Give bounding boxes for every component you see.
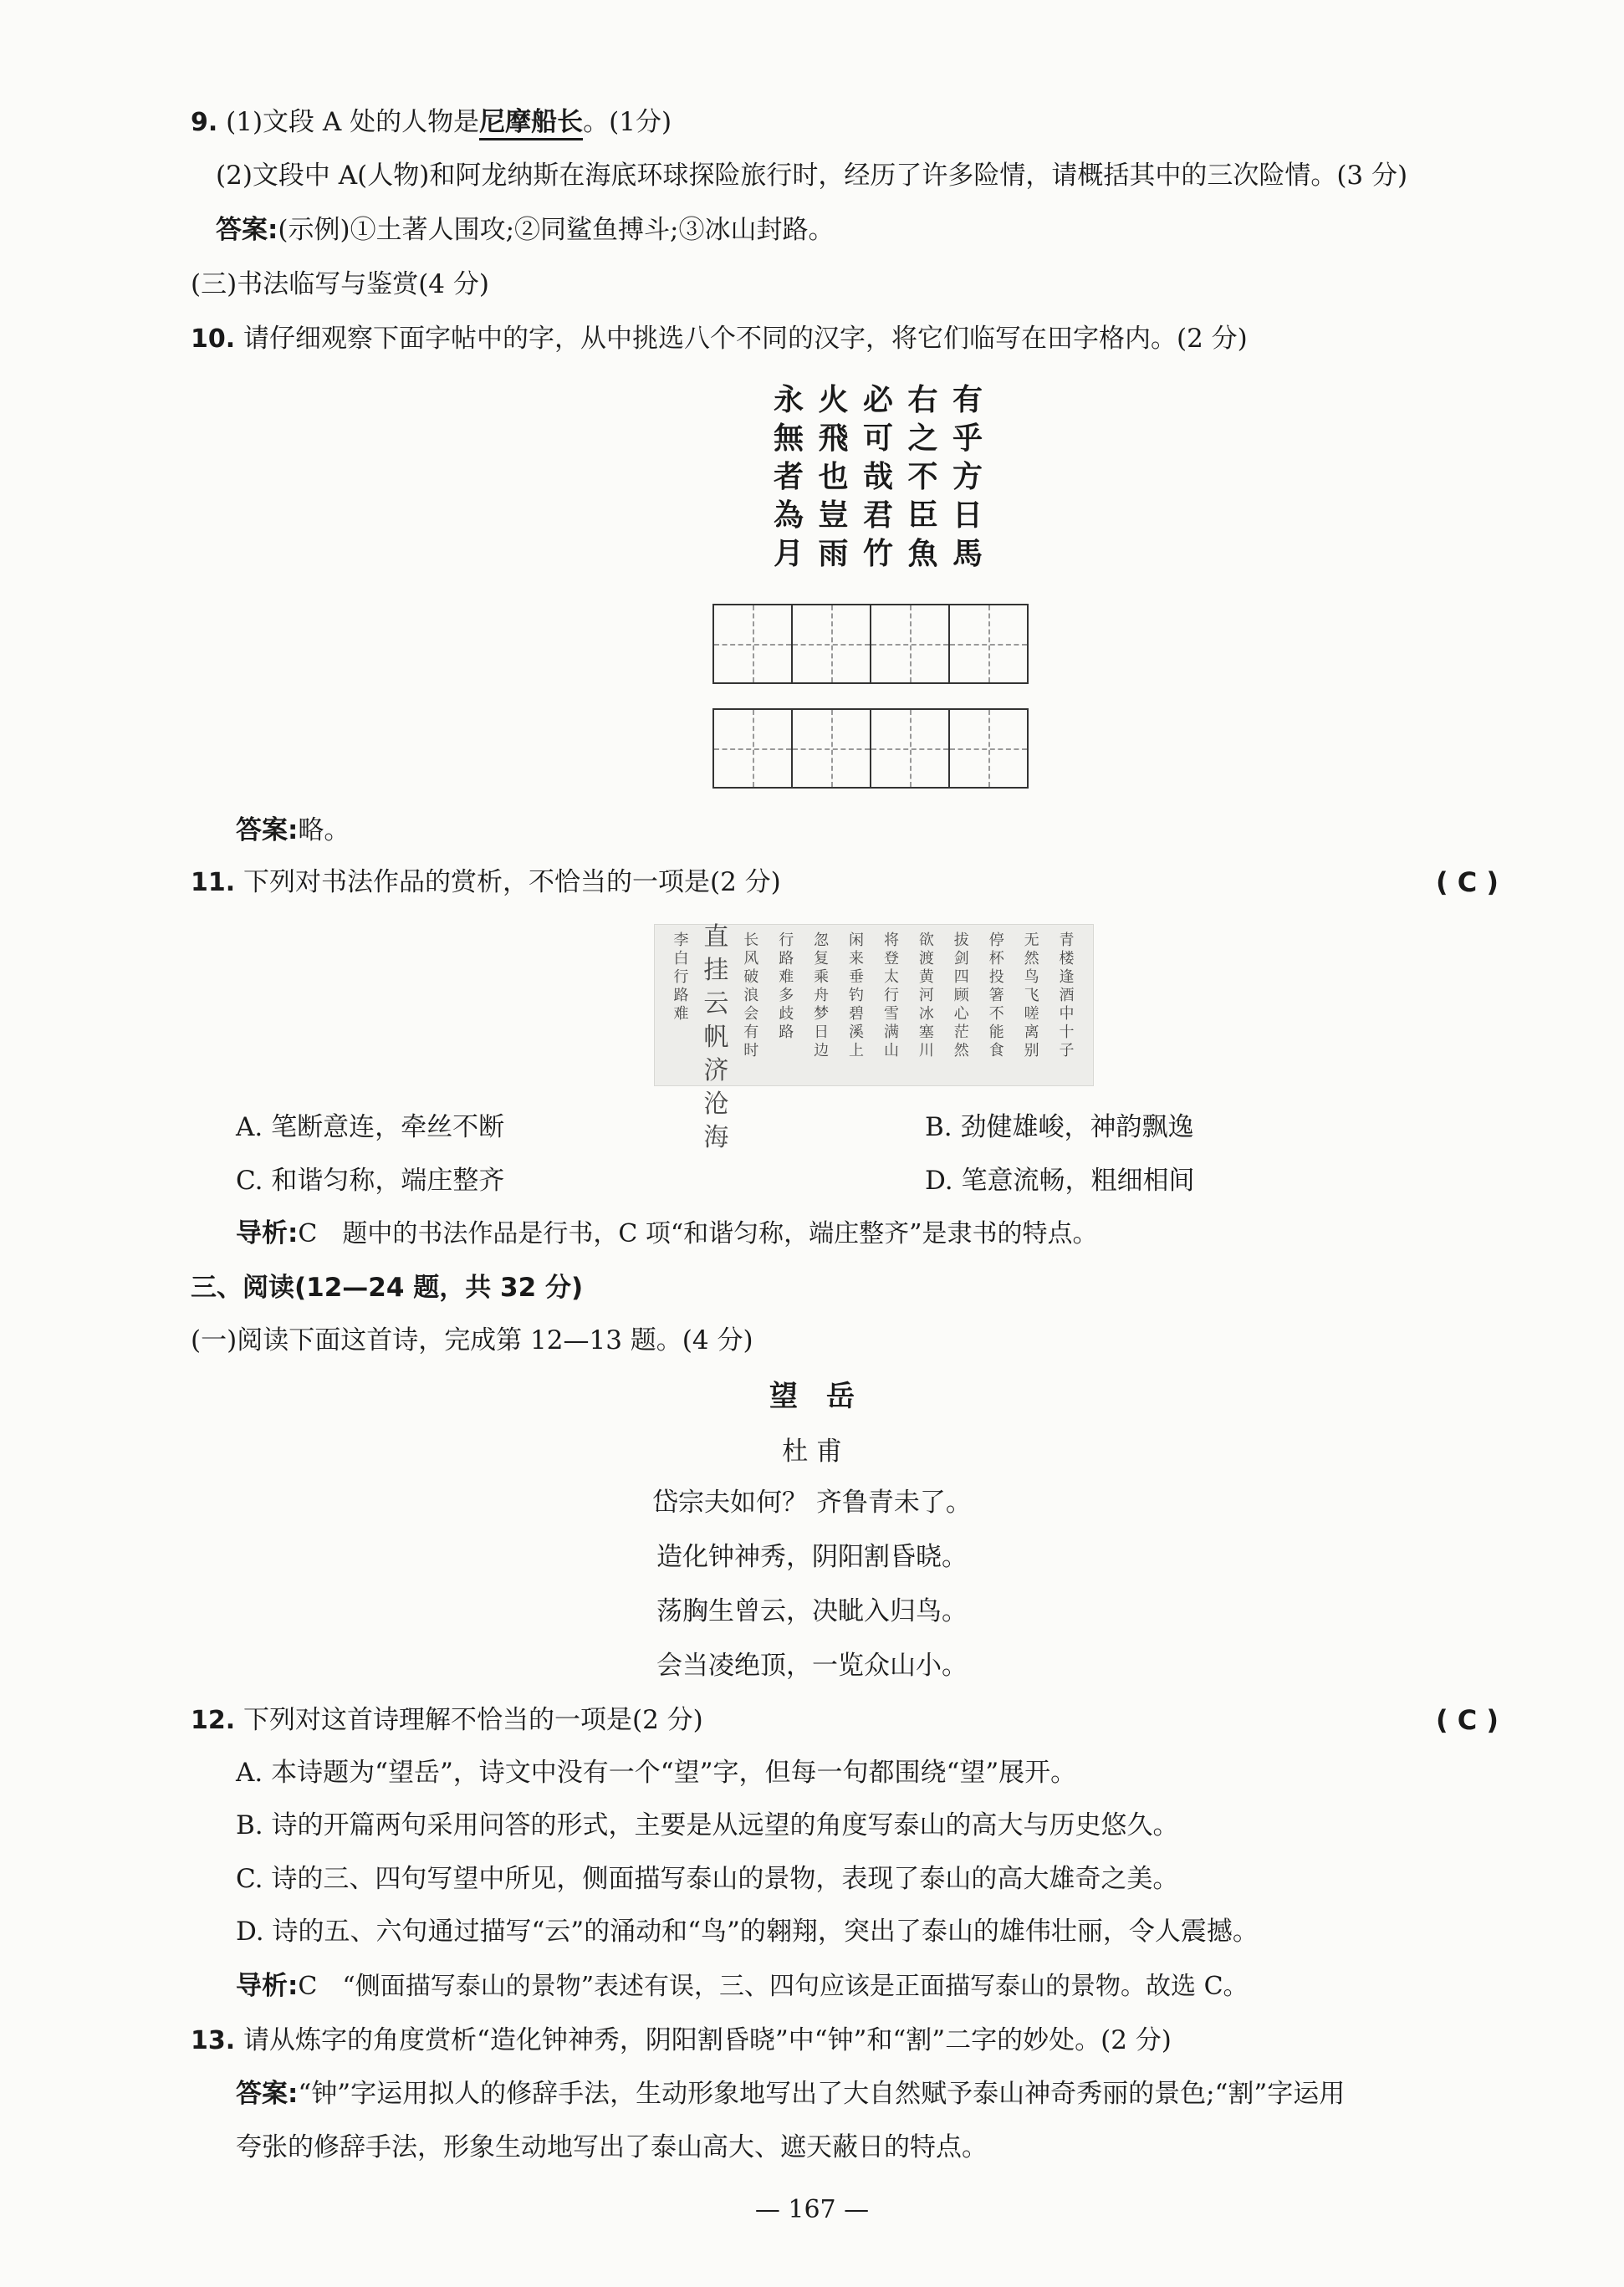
calligraphy-glyph: 挂 <box>703 956 729 985</box>
calligraphy-glyph: 钓 <box>849 987 865 1004</box>
q11-guide <box>236 1217 1098 1251</box>
calligraphy-glyph: 能 <box>988 1024 1004 1041</box>
calligraphy-glyph: 食 <box>988 1042 1004 1059</box>
copybook-row <box>774 534 983 573</box>
q11-option-c: C. 和谐匀称，端庄整齐 <box>236 1166 505 1196</box>
calligraphy-glyph: 路 <box>779 950 794 967</box>
copybook-char: 無 <box>774 421 804 456</box>
poem-line: 造化钟神秀，阴阳割昏晓。 <box>656 1542 968 1572</box>
calligraphy-glyph: 乘 <box>814 968 830 986</box>
copybook-char: 右 <box>907 382 938 417</box>
poem-line: 会当凌绝顶，一览众山小。 <box>656 1651 968 1681</box>
tianzige-cell[interactable] <box>714 710 793 787</box>
calligraphy-glyph: 帆 <box>703 1023 729 1052</box>
copybook-char: 雨 <box>818 536 849 571</box>
copybook-row <box>774 496 983 534</box>
calligraphy-glyph: 投 <box>988 968 1004 986</box>
calligraphy-glyph: 有 <box>743 1024 759 1041</box>
calligraphy-glyph: 破 <box>743 968 759 986</box>
calligraphy-glyph: 难 <box>673 1005 689 1023</box>
calligraphy-glyph: 李 <box>673 932 689 949</box>
copybook-row <box>774 457 983 496</box>
calligraphy-glyph: 白 <box>673 950 689 967</box>
calligraphy-glyph: 然 <box>953 1042 969 1059</box>
copybook-char: 不 <box>907 459 938 494</box>
q11-option-d: D. 笔意流畅，粗细相间 <box>925 1166 1195 1196</box>
q12-question <box>191 1703 703 1738</box>
calligraphy-glyph: 别 <box>1024 1042 1039 1059</box>
q11-option-a: A. 笔断意连，牵丝不断 <box>236 1112 505 1142</box>
q13-question <box>191 2024 1172 2058</box>
q10-answer-label: 答案: <box>236 815 299 845</box>
calligraphy-glyph: 拔 <box>953 932 969 949</box>
calligraphy-glyph: 满 <box>883 1024 899 1041</box>
calligraphy-glyph: 歧 <box>779 1005 794 1023</box>
calligraphy-glyph: 杯 <box>988 950 1004 967</box>
section-calligraphy: (三)书法临写与鉴赏(4 分) <box>191 269 489 299</box>
calligraphy-glyph: 太 <box>883 968 899 986</box>
copybook-char: 臣 <box>907 498 938 533</box>
poem-title: 望 岳 <box>769 1380 855 1413</box>
q12-guide-text: C “侧面描写泰山的景物”表述有误，三、四句应该是正面描写泰山的景物。故选 C。 <box>298 1972 1249 2001</box>
calligraphy-glyph: 剑 <box>953 950 969 967</box>
q9-answer <box>216 213 834 247</box>
calligraphy-glyph: 时 <box>743 1042 759 1059</box>
calligraphy-glyph: 离 <box>1024 1024 1039 1041</box>
calligraphy-glyph: 上 <box>849 1042 865 1059</box>
q13-answer-label: 答案: <box>236 2079 299 2109</box>
copybook-char: 飛 <box>818 421 849 456</box>
q12-option-a: A. 本诗题为“望岳”，诗文中没有一个“望”字，但每一句都围绕“望”展开。 <box>236 1758 1077 1788</box>
calligraphy-glyph: 箸 <box>988 987 1004 1004</box>
copybook-char: 永 <box>774 382 804 417</box>
copybook-row <box>774 419 983 457</box>
copybook-char: 者 <box>774 459 804 494</box>
calligraphy-glyph: 沧 <box>703 1090 729 1119</box>
q9-part2: (2)文段中 A(人物)和阿龙纳斯在海底环球探险旅行时，经历了许多险情，请概括其中的三次险情。(3 分) <box>216 161 1408 191</box>
calligraphy-glyph: 鸟 <box>1024 968 1039 986</box>
calligraphy-glyph: 来 <box>849 950 865 967</box>
calligraphy-glyph: 梦 <box>814 1005 830 1023</box>
calligraphy-glyph: 子 <box>1059 1042 1075 1059</box>
calligraphy-glyph: 舟 <box>814 987 830 1004</box>
calligraphy-glyph: 冰 <box>918 1005 934 1023</box>
q9-answer-text: (示例)①土著人围攻;②同鲨鱼搏斗;③冰山封路。 <box>278 215 835 245</box>
copybook-char: 方 <box>952 459 983 494</box>
calligraphy-glyph: 碧 <box>849 1005 865 1023</box>
q9-number: 9. <box>191 108 218 137</box>
calligraphy-glyph: 青 <box>1059 932 1075 949</box>
q9-part1-score: 。(1分) <box>583 107 672 137</box>
calligraphy-glyph: 边 <box>814 1042 830 1059</box>
q12-option-b: B. 诗的开篇两句采用问答的形式，主要是从远望的角度写泰山的高大与历史悠久。 <box>236 1810 1179 1840</box>
calligraphy-glyph: 顾 <box>953 987 969 1004</box>
copybook-char: 馬 <box>952 536 983 571</box>
copybook-char: 哉 <box>862 459 893 494</box>
calligraphy-glyph: 茫 <box>953 1024 969 1041</box>
q11-guide-text: C 题中的书法作品是行书，C 项“和谐匀称，端庄整齐”是隶书的特点。 <box>298 1219 1098 1248</box>
tianzige-cell[interactable] <box>950 605 1027 682</box>
calligraphy-glyph: 多 <box>779 987 794 1004</box>
poem-line: 荡胸生曾云，决眦入归鸟。 <box>656 1596 968 1626</box>
tianzige-cell[interactable] <box>871 710 950 787</box>
q11-question <box>191 865 781 900</box>
q9-answer-label: 答案: <box>216 215 278 245</box>
q12-text: 下列对这首诗理解不恰当的一项是(2 分) <box>243 1705 703 1735</box>
q11-option-b: B. 劲健雄峻，神韵飘逸 <box>925 1112 1194 1142</box>
calligraphy-glyph: 不 <box>988 1005 1004 1023</box>
calligraphy-glyph: 停 <box>988 932 1004 949</box>
q9-part1-answer: 尼摩船长 <box>479 107 583 140</box>
copybook-char: 之 <box>907 421 938 456</box>
q11-number: 11. <box>191 868 236 897</box>
calligraphy-glyph: 登 <box>883 950 899 967</box>
tianzige-cell[interactable] <box>950 710 1027 787</box>
copybook-chars <box>774 380 983 573</box>
calligraphy-glyph: 风 <box>743 950 759 967</box>
q11-answer-choice: ( C ) <box>1435 866 1499 898</box>
calligraphy-glyph: 嗟 <box>1024 1005 1039 1023</box>
q11-guide-label: 导析: <box>236 1218 299 1248</box>
copybook-char: 有 <box>952 382 983 417</box>
calligraphy-glyph: 闲 <box>849 932 865 949</box>
q13-answer-line-1 <box>236 2077 1345 2111</box>
q10-question <box>191 322 1248 356</box>
calligraphy-glyph: 川 <box>918 1042 934 1059</box>
q11-text: 下列对书法作品的赏析，不恰当的一项是(2 分) <box>243 867 781 897</box>
copybook-char: 君 <box>862 498 893 533</box>
q9-part1 <box>191 105 672 140</box>
calligraphy-glyph: 四 <box>953 968 969 986</box>
tianzige-cell[interactable] <box>793 710 871 787</box>
q12-option-d: D. 诗的五、六句通过描写“云”的涌动和“鸟”的翱翔，突出了泰山的雄伟壮丽，令人震撼。 <box>236 1917 1259 1947</box>
q12-guide <box>236 1969 1249 2004</box>
calligraphy-glyph: 路 <box>673 987 689 1004</box>
q12-number: 12. <box>191 1706 236 1735</box>
calligraphy-glyph: 行 <box>673 968 689 986</box>
copybook-char: 豈 <box>818 498 849 533</box>
copybook-char: 為 <box>774 498 804 533</box>
calligraphy-glyph: 会 <box>743 1005 759 1023</box>
calligraphy-glyph: 逢 <box>1059 968 1075 986</box>
calligraphy-glyph: 中 <box>1059 1005 1075 1023</box>
q12-answer-choice: ( C ) <box>1435 1704 1499 1736</box>
tianzige-row-2 <box>712 708 1029 789</box>
calligraphy-glyph: 复 <box>814 950 830 967</box>
section-reading: 三、阅读(12—24 题，共 32 分) <box>191 1273 584 1303</box>
subsection-1: (一)阅读下面这首诗，完成第 12—13 题。(4 分) <box>191 1325 753 1355</box>
q13-answer-line-2: 夸张的修辞手法，形象生动地写出了泰山高大、遮天蔽日的特点。 <box>236 2132 988 2162</box>
q13-text: 请从炼字的角度赏析“造化钟神秀，阴阳割昏晓”中“钟”和“割”二字的妙处。(2 分) <box>243 2025 1172 2055</box>
calligraphy-glyph: 难 <box>779 968 794 986</box>
q10-number: 10. <box>191 324 236 354</box>
calligraphy-glyph: 欲 <box>918 932 934 949</box>
calligraphy-glyph: 溪 <box>849 1024 865 1041</box>
q12-guide-label: 导析: <box>236 1971 299 2001</box>
calligraphy-glyph: 山 <box>883 1042 899 1059</box>
calligraphy-glyph: 济 <box>703 1056 729 1085</box>
copybook-char: 也 <box>818 459 849 494</box>
copybook-char: 必 <box>862 382 893 417</box>
calligraphy-glyph: 塞 <box>918 1024 934 1041</box>
copybook-row <box>774 380 983 419</box>
page-number: — 167 — <box>754 2195 870 2224</box>
calligraphy-glyph: 长 <box>743 932 759 949</box>
copybook-char: 日 <box>952 498 983 533</box>
calligraphy-glyph: 云 <box>703 989 729 1018</box>
calligraphy-glyph: 将 <box>883 932 899 949</box>
calligraphy-glyph: 路 <box>779 1024 794 1041</box>
calligraphy-glyph: 无 <box>1024 932 1039 949</box>
q13-number: 13. <box>191 2026 236 2055</box>
calligraphy-glyph: 行 <box>779 932 794 949</box>
calligraphy-glyph: 心 <box>953 1005 969 1023</box>
tianzige-cell[interactable] <box>714 605 793 682</box>
calligraphy-glyph: 酒 <box>1059 987 1075 1004</box>
calligraphy-glyph: 行 <box>883 987 899 1004</box>
q9-part1-text: (1)文段 A 处的人物是 <box>226 107 480 137</box>
calligraphy-glyph: 飞 <box>1024 987 1039 1004</box>
poem-line: 岱宗夫如何？ 齐鲁青未了。 <box>652 1488 972 1518</box>
calligraphy-glyph: 然 <box>1024 950 1039 967</box>
q10-answer-text: 略。 <box>298 815 350 845</box>
calligraphy-glyph: 雪 <box>883 1005 899 1023</box>
tianzige-row-1 <box>712 604 1029 684</box>
copybook-char: 可 <box>862 421 893 456</box>
tianzige-cell[interactable] <box>793 605 871 682</box>
calligraphy-glyph: 直 <box>703 922 729 952</box>
copybook-char: 乎 <box>952 421 983 456</box>
calligraphy-glyph: 渡 <box>918 950 934 967</box>
calligraphy-glyph: 垂 <box>849 968 865 986</box>
q12-option-c: C. 诗的三、四句写望中所见，侧面描写泰山的景物，表现了泰山的高大雄奇之美。 <box>236 1864 1179 1894</box>
copybook-char: 月 <box>774 536 804 571</box>
copybook-char: 火 <box>818 382 849 417</box>
calligraphy-glyph: 河 <box>918 987 934 1004</box>
calligraphy-glyph: 十 <box>1059 1024 1075 1041</box>
calligraphy-glyph: 海 <box>703 1123 729 1152</box>
q10-text: 请仔细观察下面字帖中的字，从中挑选八个不同的汉字，将它们临写在田字格内。(2 分) <box>243 324 1248 354</box>
calligraphy-glyph: 楼 <box>1059 950 1075 967</box>
poem-author: 杜 甫 <box>782 1437 842 1467</box>
tianzige-cell[interactable] <box>871 605 950 682</box>
q13-answer-text: “钟”字运用拟人的修辞手法，生动形象地写出了大自然赋予泰山神奇秀丽的景色;“割”字运用 <box>298 2079 1346 2109</box>
copybook-char: 魚 <box>907 536 938 571</box>
calligraphy-glyph: 日 <box>814 1024 830 1041</box>
calligraphy-glyph: 黄 <box>918 968 934 986</box>
q10-answer <box>236 814 350 847</box>
calligraphy-glyph: 浪 <box>743 987 759 1004</box>
calligraphy-glyph: 忽 <box>814 932 830 949</box>
copybook-char: 竹 <box>862 536 893 571</box>
